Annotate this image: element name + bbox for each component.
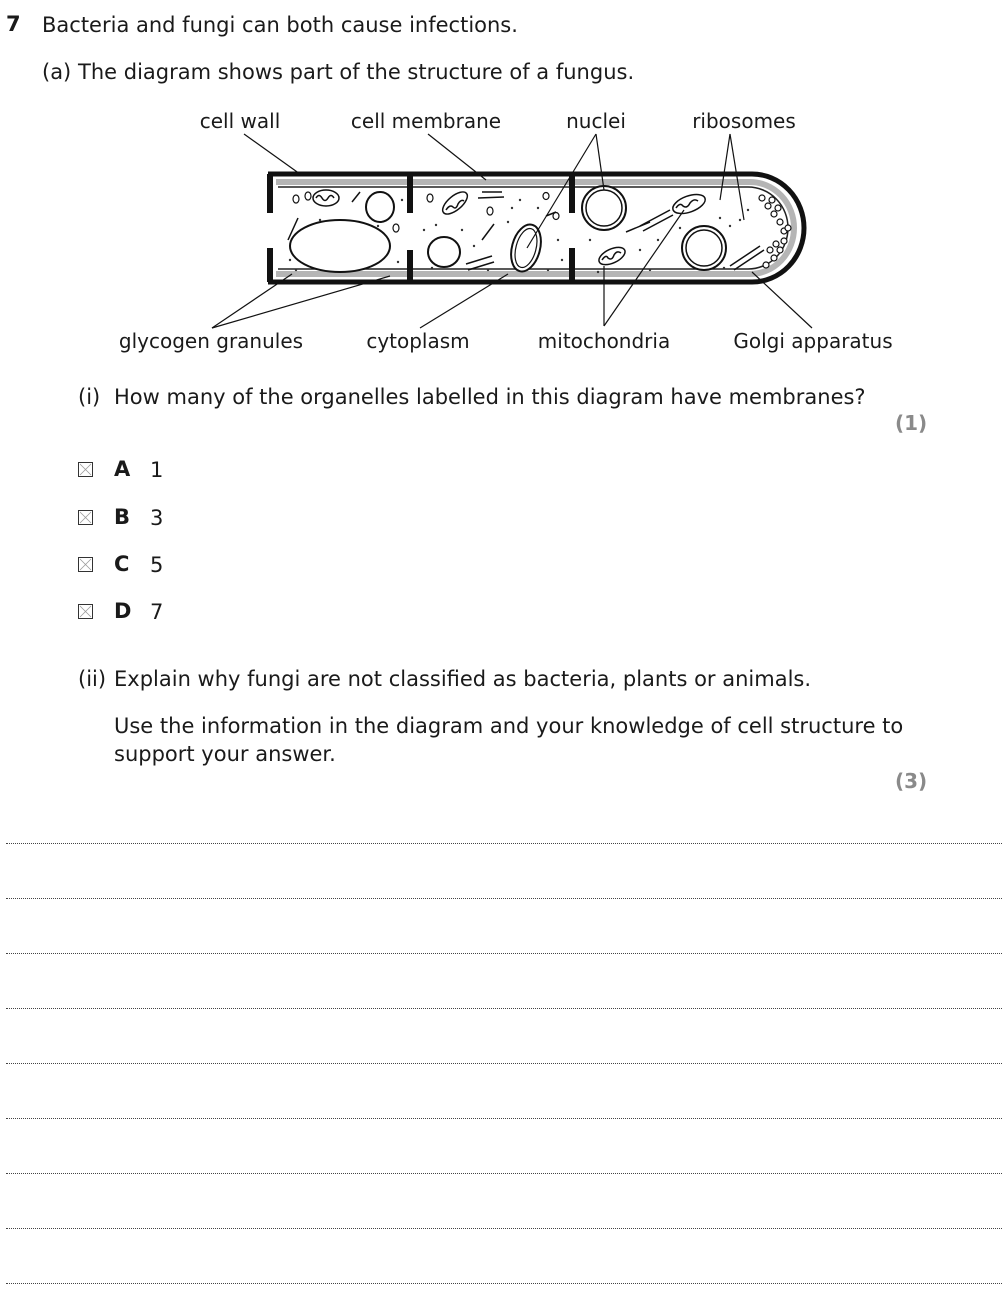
answer-line[interactable]: [6, 1118, 1002, 1119]
part-ii-label: (ii): [78, 667, 107, 691]
option-c-value: 5: [150, 553, 164, 577]
part-ii-question: Explain why fungi are not classified as bacteria, plants or animals.: [114, 667, 812, 691]
part-a-text: The diagram shows part of the structure of a fungus.: [78, 60, 635, 84]
option-a-value: 1: [150, 458, 164, 482]
label-ribosomes: ribosomes: [692, 109, 796, 133]
answer-line[interactable]: [6, 953, 1002, 954]
option-b-letter: B: [114, 505, 131, 529]
option-d-checkbox[interactable]: [78, 604, 93, 619]
label-nuclei: nuclei: [566, 109, 626, 133]
option-b-checkbox[interactable]: [78, 510, 93, 525]
question-number: 7: [6, 12, 21, 36]
part-ii-instruction-line2: support your answer.: [114, 742, 336, 766]
label-cell-membrane: cell membrane: [350, 109, 502, 133]
part-a-label: (a): [42, 60, 72, 84]
question-stem: Bacteria and fungi can both cause infections.: [42, 13, 518, 37]
fungus-diagram: [0, 100, 1008, 360]
label-mitochondria: mitochondria: [537, 329, 671, 353]
answer-line[interactable]: [6, 1228, 1002, 1229]
answer-line[interactable]: [6, 1008, 1002, 1009]
option-d-letter: D: [114, 599, 132, 623]
label-cell-wall: cell wall: [199, 109, 281, 133]
label-cytoplasm: cytoplasm: [366, 329, 470, 353]
part-i-question: How many of the organelles labelled in this diagram have membranes?: [114, 385, 866, 409]
option-d-value: 7: [150, 600, 164, 624]
option-b-value: 3: [150, 506, 164, 530]
answer-line[interactable]: [6, 1283, 1002, 1284]
part-i-marks: (1): [895, 411, 928, 435]
option-c-checkbox[interactable]: [78, 557, 93, 572]
label-glycogen-granules: glycogen granules: [118, 329, 304, 353]
part-i-label: (i): [78, 385, 101, 409]
answer-line[interactable]: [6, 1063, 1002, 1064]
answer-line[interactable]: [6, 843, 1002, 844]
option-a-letter: A: [114, 457, 131, 481]
part-ii-marks: (3): [895, 769, 928, 793]
part-ii-instruction-line1: Use the information in the diagram and your knowledge of cell structure to: [114, 714, 904, 738]
answer-line[interactable]: [6, 898, 1002, 899]
answer-line[interactable]: [6, 1173, 1002, 1174]
option-a-checkbox[interactable]: [78, 462, 93, 477]
label-golgi-apparatus: Golgi apparatus: [733, 329, 893, 353]
option-c-letter: C: [114, 552, 130, 576]
